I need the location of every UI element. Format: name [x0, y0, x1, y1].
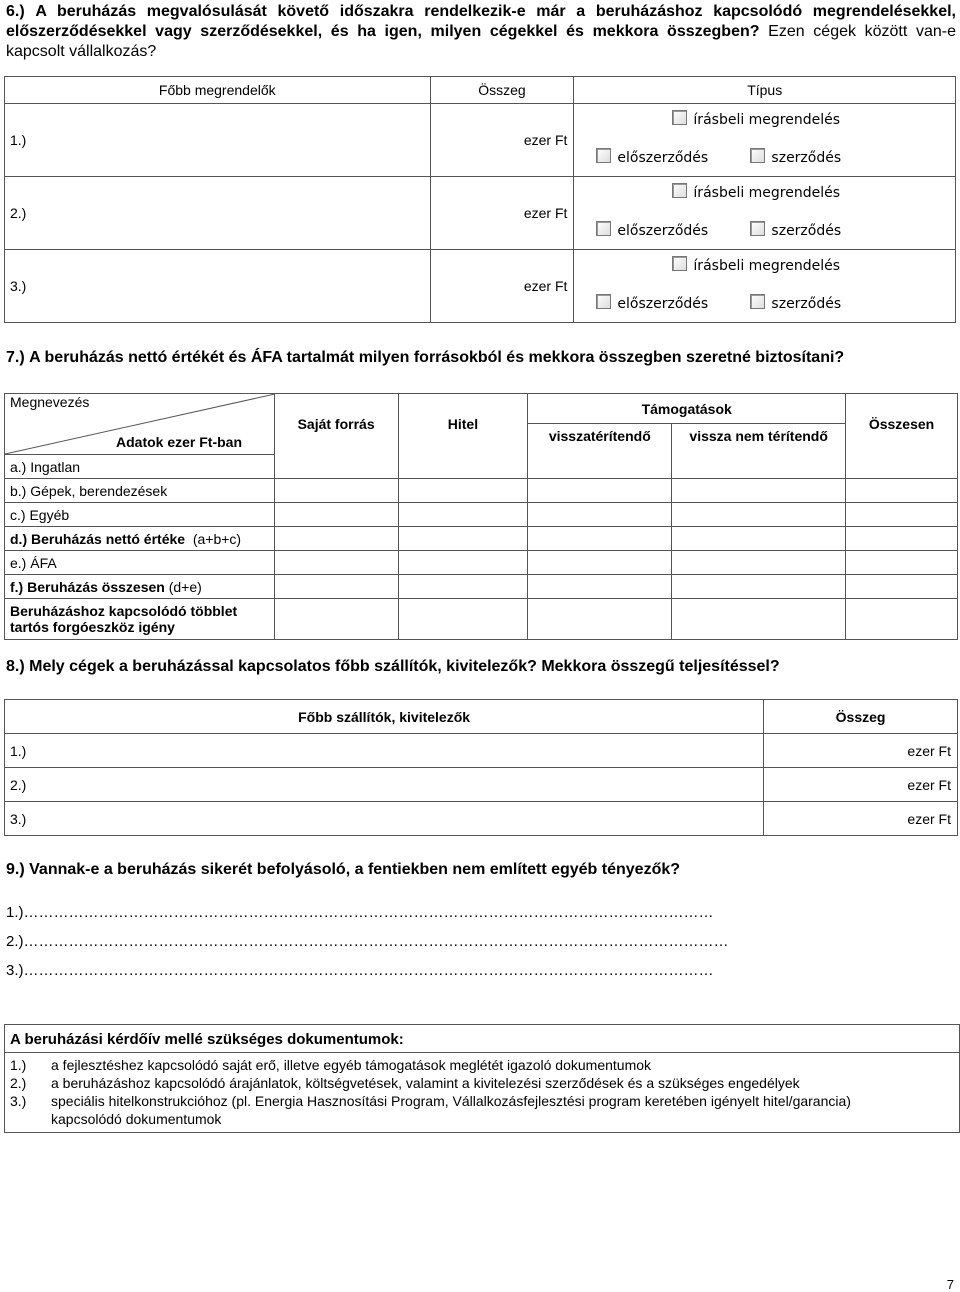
type-cell	[574, 177, 956, 250]
header-suppliers: Főbb szállítók, kivitelezők	[5, 700, 764, 734]
cell[interactable]	[846, 503, 958, 527]
list-item	[5, 1092, 959, 1128]
row-label-b	[5, 479, 275, 503]
cell[interactable]	[398, 479, 528, 503]
option-label: előszerződés	[617, 296, 709, 312]
row-label-g: Beruházáshoz kapcsolódó többlet tartós forgóeszköz igény	[5, 599, 275, 640]
header-amount: Összeg	[764, 700, 958, 734]
answer-line-1[interactable]: 1.)…………………………………………………………………………………………………………………………	[6, 904, 714, 921]
table-row	[5, 177, 956, 250]
row-prefix: e.)	[10, 554, 27, 571]
cell[interactable]	[398, 599, 528, 640]
option-label: szerződés	[771, 150, 842, 166]
header-main-customers: Főbb megrendelők	[5, 77, 431, 104]
option-label: előszerződés	[617, 223, 709, 239]
question-8-number: 8.)	[6, 658, 25, 675]
header-support: Támogatások	[528, 394, 846, 424]
row-prefix: f.)	[10, 578, 24, 595]
checkbox-icon[interactable]	[672, 110, 687, 125]
item-text: a beruházáshoz kapcsolódó árajánlatok, költségvetések, valamint a kivitelezési szerződések és a szükséges engedélyek	[51, 1075, 800, 1091]
list-item	[5, 1056, 959, 1074]
required-documents-title: A beruházási kérdőív mellé szükséges dokumentumok:	[5, 1025, 959, 1053]
question-7-heading	[6, 348, 956, 368]
table-row	[5, 734, 958, 768]
question-6-number: 6.)	[6, 3, 25, 20]
table-row	[5, 479, 958, 503]
row-text: Beruházás összesen	[27, 578, 165, 595]
row-label-a	[5, 455, 275, 479]
header-refundable: visszatérítendő	[528, 424, 672, 479]
cell[interactable]	[672, 551, 846, 575]
amount-cell[interactable]	[430, 177, 574, 250]
cell[interactable]	[274, 551, 398, 575]
cell[interactable]	[398, 527, 528, 551]
table-row	[5, 551, 958, 575]
option-precontract[interactable]	[596, 148, 708, 166]
cell[interactable]	[274, 599, 398, 640]
cell[interactable]	[672, 575, 846, 599]
amount-unit: ezer Ft	[523, 205, 568, 221]
amount-unit: ezer Ft	[523, 278, 568, 294]
row-label: 3.)	[5, 250, 431, 323]
checkbox-icon[interactable]	[672, 183, 687, 198]
header-total: Összesen	[846, 394, 958, 479]
option-precontract[interactable]	[596, 221, 708, 239]
cell[interactable]	[846, 551, 958, 575]
option-precontract[interactable]	[596, 294, 708, 312]
funding-table	[4, 393, 958, 640]
checkbox-icon[interactable]	[750, 221, 765, 236]
cell[interactable]	[528, 575, 672, 599]
row-text: Ingatlan	[30, 458, 81, 475]
header-own-source: Saját forrás	[274, 394, 398, 479]
row-text: Gépek, berendezések	[30, 482, 168, 499]
table-row	[5, 104, 956, 177]
row-label[interactable]: 1.)	[5, 734, 764, 768]
question-9-text: Vannak-e a beruházás sikerét befolyásoló, a fentiekben nem említett egyéb tényezők?	[29, 861, 681, 878]
cell[interactable]	[528, 551, 672, 575]
cell[interactable]	[846, 527, 958, 551]
row-prefix: d.)	[10, 530, 28, 547]
row-text: Beruházás nettó értéke	[31, 530, 186, 547]
orders-table-header	[5, 77, 956, 104]
question-7-text: A beruházás nettó értékét és ÁFA tartalmát milyen forrásokból és mekkora összegben szeretné biztosítani?	[29, 349, 845, 366]
checkbox-icon[interactable]	[596, 221, 611, 236]
row-text: Egyéb	[29, 506, 70, 523]
item-number: 3.)	[10, 1093, 27, 1109]
table-row	[5, 527, 958, 551]
answer-line-2[interactable]: 2.)……………………………………………………………………………………………………………………………	[6, 933, 729, 950]
question-8-heading	[6, 657, 956, 677]
checkbox-icon[interactable]	[672, 256, 687, 271]
option-contract[interactable]	[750, 148, 841, 166]
table-row	[5, 599, 958, 640]
question-7-number: 7.)	[6, 349, 25, 366]
row-prefix: a.)	[10, 458, 27, 475]
cell[interactable]	[528, 599, 672, 640]
cell[interactable]	[672, 503, 846, 527]
answer-line-3[interactable]: 3.)…………………………………………………………………………………………………………………………	[6, 962, 714, 979]
suppliers-table-header	[5, 700, 958, 734]
row-label: 2.)	[5, 177, 431, 250]
cell[interactable]	[528, 503, 672, 527]
row-text: ÁFA	[30, 554, 57, 571]
option-written-order[interactable]	[672, 256, 840, 274]
cell[interactable]	[398, 503, 528, 527]
option-label: írásbeli megrendelés	[693, 112, 841, 128]
cell[interactable]	[398, 575, 528, 599]
item-text: a fejlesztéshez kapcsolódó saját erő, illetve egyéb támogatások meglétét igazoló dokumentumok	[51, 1057, 652, 1073]
header-amount: Összeg	[430, 77, 574, 104]
cell[interactable]	[398, 551, 528, 575]
cell[interactable]	[274, 503, 398, 527]
row-label[interactable]: 3.)	[5, 802, 764, 836]
cell[interactable]	[672, 599, 846, 640]
row-label-e	[5, 551, 275, 575]
header-type: Típus	[574, 77, 956, 104]
item-number: 1.)	[10, 1057, 27, 1073]
table-row	[5, 768, 958, 802]
row-label-c	[5, 503, 275, 527]
row-prefix: b.)	[10, 482, 27, 499]
row-prefix: c.)	[10, 506, 26, 523]
question-8-text: Mely cégek a beruházással kapcsolatos főbb szállítók, kivitelezők? Mekkora összegű teljesítéssel?	[29, 658, 780, 675]
row-suffix: (d+e)	[168, 578, 202, 595]
option-label: írásbeli megrendelés	[693, 258, 841, 274]
cell[interactable]	[672, 527, 846, 551]
cell[interactable]	[528, 527, 672, 551]
amount-cell[interactable]: ezer Ft	[764, 768, 958, 802]
cell[interactable]	[672, 479, 846, 503]
corner-top-label: Megnevezés	[10, 394, 90, 410]
corner-cell	[5, 394, 275, 455]
question-6-heading	[6, 2, 956, 62]
table-row	[5, 802, 958, 836]
amount-cell[interactable]	[430, 104, 574, 177]
option-label: írásbeli megrendelés	[693, 185, 841, 201]
row-suffix: (a+b+c)	[192, 530, 242, 547]
page-number: 7	[946, 1277, 954, 1292]
amount-unit: ezer Ft	[523, 132, 568, 148]
row-label: 1.)	[5, 104, 431, 177]
header-non-refundable: vissza nem térítendő	[672, 424, 846, 479]
question-9-heading	[6, 860, 956, 880]
amount-cell[interactable]: ezer Ft	[764, 734, 958, 768]
checkbox-icon[interactable]	[750, 294, 765, 309]
option-label: szerződés	[771, 223, 842, 239]
table-row	[5, 575, 958, 599]
amount-cell[interactable]	[430, 250, 574, 323]
row-label[interactable]: 2.)	[5, 768, 764, 802]
option-label: szerződés	[771, 296, 842, 312]
checkbox-icon[interactable]	[596, 294, 611, 309]
checkbox-icon[interactable]	[750, 148, 765, 163]
required-documents-box	[4, 1024, 960, 1133]
corner-bottom-label: Adatok ezer Ft-ban	[116, 434, 243, 450]
cell[interactable]	[274, 479, 398, 503]
amount-cell[interactable]: ezer Ft	[764, 802, 958, 836]
row-label-f	[5, 575, 275, 599]
type-cell	[574, 250, 956, 323]
header-loan: Hitel	[398, 394, 528, 479]
cell[interactable]	[528, 479, 672, 503]
question-6-text-2: Ezen cégek között van-e kapcsolt vállalkozás?	[6, 23, 956, 60]
question-9-number: 9.)	[6, 861, 25, 878]
checkbox-icon[interactable]	[596, 148, 611, 163]
cell[interactable]	[846, 479, 958, 503]
suppliers-table	[4, 699, 958, 836]
table-row	[5, 250, 956, 323]
option-written-order[interactable]	[672, 183, 840, 201]
cell[interactable]	[274, 575, 398, 599]
cell[interactable]	[274, 527, 398, 551]
question-6-text: A beruházás megvalósulását követő időszakra rendelkezik-e már a beruházáshoz kapcsolódó megrendelésekkel, előszerződésekkel vagy szerződésekkel, és ha igen, milyen cégekkel és mekkora összegben?	[6, 3, 956, 40]
type-cell	[574, 104, 956, 177]
item-text: speciális hitelkonstrukcióhoz (pl. Energia Hasznosítási Program, Vállalkozásfejlesztési program keretében igényelt hitel/garancia) kapcsolódó dokumentumok	[51, 1093, 851, 1127]
row-label-d	[5, 527, 275, 551]
table-row	[5, 503, 958, 527]
list-item	[5, 1074, 959, 1092]
option-contract[interactable]	[750, 221, 841, 239]
cell[interactable]	[846, 575, 958, 599]
option-written-order[interactable]	[672, 110, 840, 128]
cell[interactable]	[846, 599, 958, 640]
orders-table	[4, 76, 956, 323]
item-number: 2.)	[10, 1075, 27, 1091]
option-label: előszerződés	[617, 150, 709, 166]
option-contract[interactable]	[750, 294, 841, 312]
